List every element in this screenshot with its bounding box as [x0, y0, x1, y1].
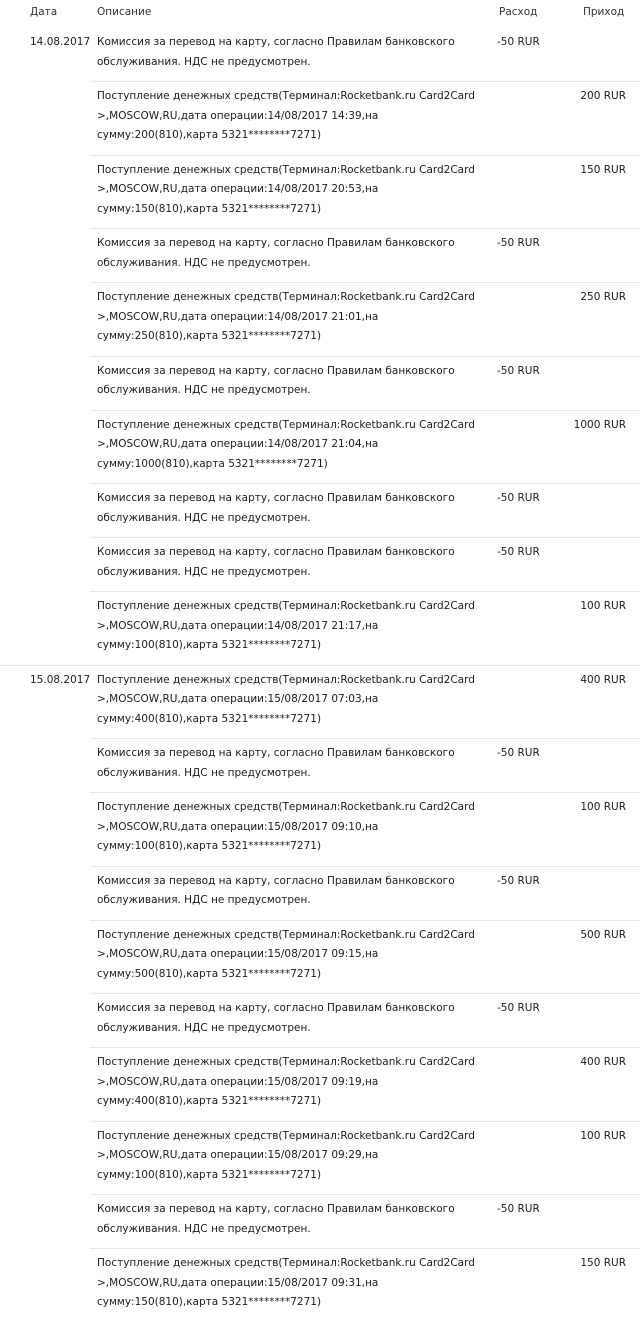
- description-line: >,MOSCOW,RU,дата операции:15/08/2017 09:19,на: [97, 1075, 379, 1088]
- description-line: обслуживания. НДС не предусмотрен.: [97, 1021, 311, 1034]
- description-cell: [97, 798, 487, 857]
- expense-cell: -50 RUR: [497, 36, 540, 48]
- description-line: сумму:500(810),карта 5321********7271): [97, 967, 322, 980]
- table-row: [0, 484, 640, 538]
- description-line: Поступление денежных средств(Терминал:Rocketbank.ru Card2Card: [97, 600, 475, 612]
- description-cell: [97, 1200, 487, 1239]
- description-line: >,MOSCOW,RU,дата операции:14/08/2017 21:04,на: [97, 438, 379, 450]
- description-line: обслуживания. НДС не предусмотрен.: [97, 384, 311, 396]
- description-cell: [97, 999, 487, 1038]
- header-description: Описание: [97, 6, 152, 18]
- expense-cell: -50 RUR: [497, 1203, 540, 1215]
- description-line: сумму:150(810),карта 5321********7271): [97, 202, 322, 215]
- description-line: обслуживания. НДС не предусмотрен.: [97, 511, 311, 524]
- expense-cell: -50 RUR: [497, 364, 540, 377]
- expense-cell: -50 RUR: [497, 747, 540, 759]
- description-cell: [97, 671, 487, 730]
- description-cell: [97, 489, 487, 528]
- description-cell: [97, 744, 487, 783]
- description-line: Поступление денежных средств(Терминал:Rocketbank.ru Card2Card: [97, 928, 475, 941]
- description-line: Поступление денежных средств(Терминал:Rocketbank.ru Card2Card: [97, 291, 475, 303]
- description-cell: [97, 288, 487, 347]
- description-line: >,MOSCOW,RU,дата операции:14/08/2017 14:39,на: [97, 109, 379, 122]
- description-line: >,MOSCOW,RU,дата операции:15/08/2017 09:15,на: [97, 948, 379, 960]
- description-line: Комиссия за перевод на карту, согласно Правилам банковского: [97, 492, 455, 504]
- description-line: Поступление денежных средств(Терминал:Rocketbank.ru Card2Card: [97, 90, 475, 102]
- header-expense: Расход: [499, 6, 538, 18]
- description-line: Комиссия за перевод на карту, согласно Правилам банковского: [97, 546, 455, 558]
- description-line: >,MOSCOW,RU,дата операции:14/08/2017 20:53,на: [97, 183, 379, 195]
- income-cell: 400 RUR: [580, 673, 626, 686]
- table-row: [0, 1048, 640, 1122]
- table-row: [0, 229, 640, 283]
- income-cell: 100 RUR: [580, 1129, 626, 1142]
- expense-cell: -50 RUR: [497, 546, 540, 558]
- description-line: >,MOSCOW,RU,дата операции:15/08/2017 07:03,на: [97, 693, 379, 705]
- description-line: Поступление денежных средств(Терминал:Rocketbank.ru Card2Card: [97, 1056, 475, 1068]
- description-line: Комиссия за перевод на карту, согласно Правилам банковского: [97, 364, 455, 377]
- date-cell: 15.08.2017: [30, 673, 91, 686]
- description-line: Комиссия за перевод на карту, согласно Правилам банковского: [97, 874, 455, 887]
- income-cell: 200 RUR: [580, 90, 626, 102]
- description-line: обслуживания. НДС не предусмотрен.: [97, 565, 311, 578]
- date-cell: 14.08.2017: [30, 36, 91, 48]
- description-line: Поступление денежных средств(Терминал:Rocketbank.ru Card2Card: [97, 801, 475, 813]
- description-line: Комиссия за перевод на карту, согласно Правилам банковского: [97, 1203, 455, 1215]
- header-income: Приход: [583, 6, 625, 18]
- table-row: [0, 82, 640, 156]
- header-date: Дата: [30, 6, 58, 18]
- description-line: >,MOSCOW,RU,дата операции:15/08/2017 09:31,на: [97, 1276, 379, 1289]
- description-cell: [97, 872, 487, 911]
- description-line: обслуживания. НДС не предусмотрен.: [97, 55, 311, 68]
- table-row: [0, 666, 640, 740]
- income-cell: 250 RUR: [580, 291, 626, 303]
- table-row: [0, 357, 640, 411]
- description-line: сумму:100(810),карта 5321********7271): [97, 1168, 322, 1181]
- description-line: >,MOSCOW,RU,дата операции:15/08/2017 09:10,на: [97, 820, 379, 833]
- table-row: [0, 1195, 640, 1249]
- expense-cell: -50 RUR: [497, 237, 540, 249]
- description-line: Комиссия за перевод на карту, согласно Правилам банковского: [97, 36, 455, 48]
- description-cell: [97, 33, 487, 72]
- table-row: [0, 1249, 640, 1323]
- description-line: сумму:100(810),карта 5321********7271): [97, 840, 322, 852]
- description-cell: [97, 362, 487, 401]
- description-cell: [97, 1053, 487, 1112]
- description-line: сумму:400(810),карта 5321********7271): [97, 1095, 322, 1107]
- table-row: [0, 411, 640, 485]
- description-line: сумму:1000(810),карта 5321********7271): [97, 457, 328, 470]
- description-line: сумму:250(810),карта 5321********7271): [97, 330, 322, 342]
- income-cell: 1000 RUR: [573, 418, 626, 431]
- description-cell: [97, 416, 487, 475]
- description-line: обслуживания. НДС не предусмотрен.: [97, 1222, 311, 1235]
- description-line: Поступление денежных средств(Терминал:Rocketbank.ru Card2Card: [97, 1257, 475, 1269]
- table-row: [0, 867, 640, 921]
- description-line: сумму:400(810),карта 5321********7271): [97, 712, 322, 725]
- description-line: Комиссия за перевод на карту, согласно Правилам банковского: [97, 747, 455, 759]
- description-cell: [97, 161, 487, 220]
- expense-cell: -50 RUR: [497, 1002, 540, 1014]
- description-line: сумму:100(810),карта 5321********7271): [97, 639, 322, 651]
- table-row: [0, 28, 640, 82]
- income-cell: 100 RUR: [580, 600, 626, 612]
- table-row: [0, 592, 640, 666]
- table-row: [0, 1122, 640, 1196]
- description-cell: [97, 926, 487, 985]
- income-cell: 150 RUR: [580, 1257, 626, 1269]
- description-line: Комиссия за перевод на карту, согласно Правилам банковского: [97, 237, 455, 249]
- description-line: >,MOSCOW,RU,дата операции:15/08/2017 09:29,на: [97, 1149, 379, 1161]
- income-cell: 150 RUR: [580, 163, 626, 176]
- income-cell: 500 RUR: [580, 928, 626, 941]
- description-line: Поступление денежных средств(Терминал:Rocketbank.ru Card2Card: [97, 673, 475, 686]
- table-row: [0, 921, 640, 995]
- table-row: [0, 538, 640, 592]
- description-line: >,MOSCOW,RU,дата операции:14/08/2017 21:17,на: [97, 619, 379, 632]
- description-cell: [97, 597, 487, 656]
- description-cell: [97, 1127, 487, 1186]
- description-line: сумму:150(810),карта 5321********7271): [97, 1296, 322, 1308]
- description-cell: [97, 87, 487, 146]
- description-line: >,MOSCOW,RU,дата операции:14/08/2017 21:01,на: [97, 310, 379, 323]
- description-cell: [97, 234, 487, 273]
- description-line: обслуживания. НДС не предусмотрен.: [97, 894, 311, 906]
- table-row: [0, 994, 640, 1048]
- description-line: обслуживания. НДС не предусмотрен.: [97, 766, 311, 779]
- description-line: Поступление денежных средств(Терминал:Rocketbank.ru Card2Card: [97, 163, 475, 176]
- table-row: [0, 793, 640, 867]
- income-cell: 100 RUR: [580, 801, 626, 813]
- description-cell: [97, 543, 487, 582]
- description-cell: [97, 1254, 487, 1313]
- table-row: [0, 283, 640, 357]
- table-row: [0, 156, 640, 230]
- table-row: [0, 739, 640, 793]
- description-line: обслуживания. НДС не предусмотрен.: [97, 256, 311, 269]
- description-line: Поступление денежных средств(Терминал:Rocketbank.ru Card2Card: [97, 1129, 475, 1142]
- description-line: Комиссия за перевод на карту, согласно Правилам банковского: [97, 1002, 455, 1014]
- expense-cell: -50 RUR: [497, 492, 540, 504]
- income-cell: 400 RUR: [580, 1056, 626, 1068]
- description-line: сумму:200(810),карта 5321********7271): [97, 129, 322, 141]
- expense-cell: -50 RUR: [497, 874, 540, 887]
- description-line: Поступление денежных средств(Терминал:Rocketbank.ru Card2Card: [97, 418, 475, 431]
